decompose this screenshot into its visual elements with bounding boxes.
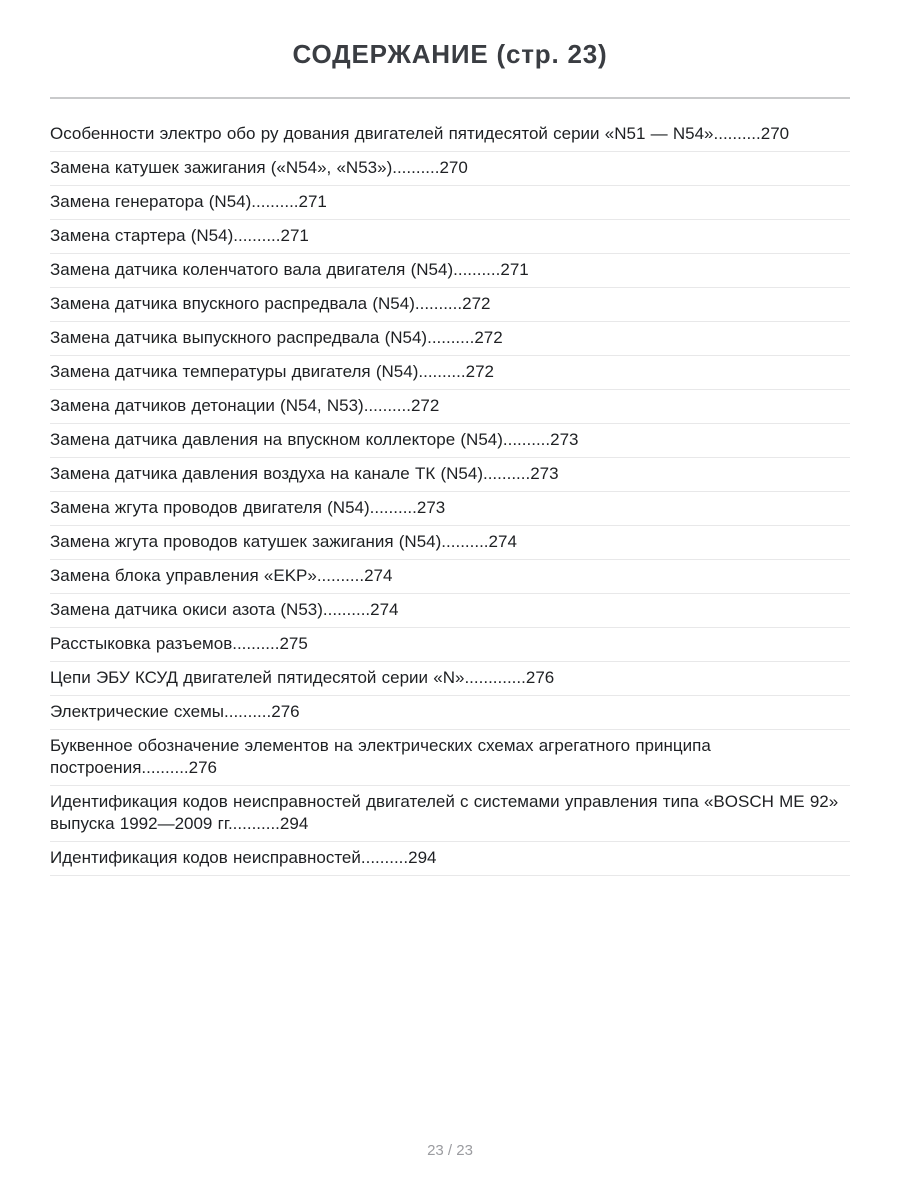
toc-item-label: Замена жгута проводов катушек зажигания (N54) (50, 532, 442, 551)
toc-item (50, 526, 850, 560)
toc-item-page-number: 273 (530, 464, 559, 483)
toc-item-label: Замена генератора (N54) (50, 192, 252, 211)
toc-item (50, 288, 850, 322)
toc-item-dot-leader: .......... (453, 260, 501, 279)
toc-item-label: Буквенное обозначение элементов на электрических схемах агрегатного принципа построения (50, 736, 711, 777)
toc-item-page-number: 276 (525, 668, 555, 687)
toc-item-dot-leader: .......... (360, 848, 409, 867)
toc-item (50, 254, 850, 288)
toc-item-page-number: 271 (500, 260, 529, 279)
toc-item-label: Особенности электро обо ру дования двигателей пятидесятой серии «N51 — N54» (50, 124, 714, 143)
toc-item-dot-leader: .......... (141, 758, 189, 777)
toc-item-dot-leader: .......... (363, 396, 411, 415)
toc-item-label: Замена датчика температуры двигателя (N54) (50, 362, 419, 381)
toc-item (50, 458, 850, 492)
toc-item-page-number: 272 (410, 396, 440, 415)
toc-item (50, 492, 850, 526)
toc-item-dot-leader: .......... (418, 362, 466, 381)
toc-item-page-number: 270 (439, 158, 468, 177)
toc-item-label: Замена датчика выпускного распредвала (N54) (50, 328, 428, 347)
toc-item-page-number: 273 (416, 498, 446, 517)
toc-item (50, 696, 850, 730)
toc-item (50, 152, 850, 186)
toc-item-label: Замена датчика окиси азота (N53) (50, 600, 323, 619)
toc-item-page-number: 294 (408, 848, 437, 867)
toc-item-page-number: 270 (760, 124, 790, 143)
toc-list (50, 99, 850, 876)
toc-item-dot-leader: .......... (441, 532, 489, 551)
toc-item-dot-leader: ............. (464, 668, 526, 687)
toc-item (50, 662, 850, 696)
toc-item-label: Замена датчика давления воздуха на канале ТК (N54) (50, 464, 483, 483)
toc-item-dot-leader: .......... (414, 294, 463, 313)
toc-item-page-number: 274 (488, 532, 517, 551)
toc-item-dot-leader: .......... (322, 600, 371, 619)
toc-item (50, 628, 850, 662)
toc-item-page-number: 276 (271, 702, 300, 721)
toc-item-page-number: 275 (279, 634, 308, 653)
page-title: СОДЕРЖАНИЕ (стр. 23) (292, 39, 608, 69)
toc-item-label: Замена датчика давления на впускном коллекторе (N54) (50, 430, 503, 449)
toc-item (50, 322, 850, 356)
toc-item-label: Замена датчика впускного распредвала (N54) (50, 294, 415, 313)
toc-item-label: Замена катушек зажигания («N54», «N53») (50, 158, 393, 177)
toc-item-dot-leader: .......... (224, 702, 272, 721)
toc-item (50, 560, 850, 594)
toc-item-dot-leader: .......... (369, 498, 417, 517)
toc-item-dot-leader: .......... (316, 566, 365, 585)
toc-item-dot-leader: .......... (392, 158, 440, 177)
toc-item-dot-leader: .......... (713, 124, 761, 143)
toc-item-page-number: 271 (280, 226, 309, 245)
toc-item-label: Расстыковка разъемов (50, 634, 233, 653)
toc-item-dot-leader: .......... (232, 634, 280, 653)
toc-item-page-number: 272 (465, 362, 494, 381)
toc-item-label: Идентификация кодов неисправностей (50, 848, 361, 867)
toc-item-page-number: 274 (370, 600, 399, 619)
toc-item (50, 730, 850, 786)
toc-item-page-number: 273 (550, 430, 579, 449)
toc-item-label: Электрические схемы (50, 702, 224, 721)
toc-item (50, 186, 850, 220)
toc-item-dot-leader: .......... (251, 192, 299, 211)
toc-item-label: Замена жгута проводов двигателя (N54) (50, 498, 370, 517)
toc-item (50, 356, 850, 390)
toc-item-label: Цепи ЭБУ КСУД двигателей пятидесятой серии «N» (50, 668, 465, 687)
toc-item-page-number: 271 (298, 192, 327, 211)
toc-item (50, 424, 850, 458)
toc-item-dot-leader: ........... (227, 814, 280, 833)
toc-item (50, 786, 850, 842)
toc-item-page-number: 274 (364, 566, 393, 585)
toc-item-label: Замена стартера (N54) (50, 226, 234, 245)
toc-item-page-number: 294 (279, 814, 309, 833)
toc-item-page-number: 272 (474, 328, 503, 347)
toc-item (50, 594, 850, 628)
toc-item-label: Замена датчика коленчатого вала двигателя (N54) (50, 260, 454, 279)
toc-item-page-number: 276 (188, 758, 218, 777)
toc-item-dot-leader: .......... (427, 328, 475, 347)
toc-item-dot-leader: .......... (233, 226, 281, 245)
toc-item (50, 220, 850, 254)
toc-item (50, 118, 850, 152)
toc-item-label: Замена датчиков детонации (N54, N53) (50, 396, 364, 415)
toc-item (50, 842, 850, 876)
toc-item (50, 390, 850, 424)
toc-item-page-number: 272 (462, 294, 491, 313)
toc-item-label: Идентификация кодов неисправностей двигателей с системами управления типа «BOSCH ME 92» выпуска 1992—2009 гг (50, 792, 839, 833)
toc-item-label: Замена блока управления «EKP» (50, 566, 317, 585)
toc-item-dot-leader: .......... (482, 464, 531, 483)
toc-item-dot-leader: .......... (502, 430, 551, 449)
page-number-footer: 23 / 23 (427, 1142, 473, 1159)
